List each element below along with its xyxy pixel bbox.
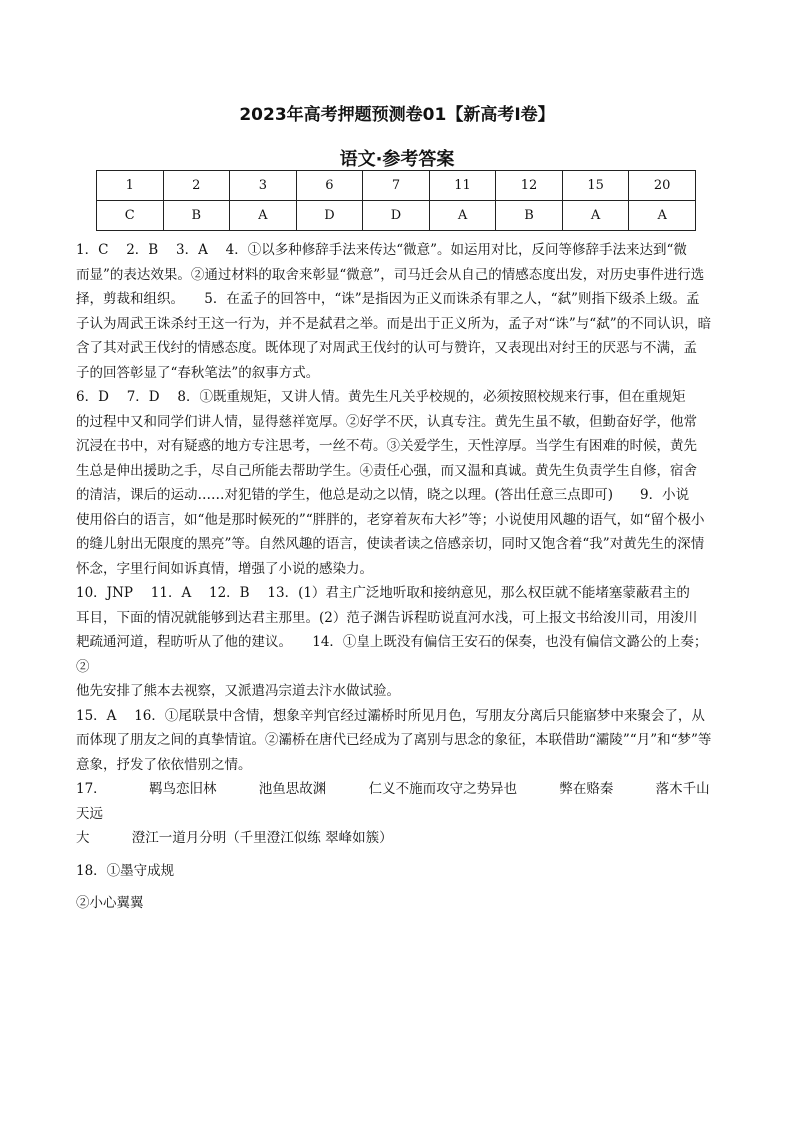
text-line: 含了其对武王伐纣的情感态度。既体现了对周武王伐纣的认可与赞许，又表现出对纣王的厌恶与不满，孟 (76, 340, 697, 356)
dictation-answer: 澄江一道月分明（千里澄江似练 翠峰如簇） (131, 830, 393, 846)
table-cell: D (296, 201, 363, 231)
text-line: 子的回答彰显了“春秋笔法”的叙事方式。 (76, 364, 320, 381)
text-line: 怀念，字里行间如诉真情，增强了小说的感染力。 (76, 560, 373, 577)
dictation-line (76, 826, 716, 851)
text-line: 他先安排了熊本去视察，又派遣冯宗道去汴水做试验。 (76, 683, 400, 699)
answer-table-number-row (97, 171, 696, 201)
table-cell: 15 (562, 171, 629, 201)
text-line: 的清洁，课后的运动……对犯错的学生，他总是动之以情，晓之以理。(答出任意三点即可) 9．小说 (76, 487, 690, 503)
table-cell: 12 (496, 171, 563, 201)
text-line: 耳目，下面的情况就能够到达君主那里。(2）范子渊告诉程昉说直河水浅，可上报文书给浚川司，用浚川 (76, 609, 698, 626)
page-subtitle: 语文·参考答案 (339, 149, 455, 170)
table-cell: A (629, 201, 696, 231)
text-line: 而显”的表达效果。②通过材料的取舍来彰显“微意”，司马迁会从自己的情感态度出发，对历史事件进行选 (76, 266, 705, 283)
table-cell: 20 (629, 171, 696, 201)
text-line: 择，剪裁和组织。 5．在孟子的回答中，“诛”是指因为正义而诛杀有罪之人，“弑”则指下级杀上级。孟 (76, 291, 700, 307)
table-cell: A (562, 201, 629, 231)
dictation-answer: 仁义不施而攻守之势异也 (368, 781, 518, 797)
text-line: 使用俗白的语言，如“他是那时候死的”“胖胖的，老穿着灰布大衫”等；小说使用风趣的语气，如“留个极小 (76, 511, 705, 528)
text-line: 的缝儿射出无限度的黑亮”等。自然风趣的语言，使读者读之倍感亲切，同时又饱含着“我”对黄先生的深情 (76, 536, 705, 552)
table-cell: D (363, 201, 430, 231)
dictation-answer: 池鱼思故渊 (258, 781, 327, 797)
text-line: 生总是伸出援助之手，尽自己所能去帮助学生。④责任心强，而又温和真诚。黄先生负责学生自修，宿舍 (76, 462, 697, 479)
table-cell: 1 (97, 171, 164, 201)
text-line: 的过程中又和同学们讲人情，显得慈祥宽厚。②好学不厌，认真专注。黄先生虽不敏，但勤奋好学，他常 (76, 413, 697, 430)
table-cell: C (97, 201, 164, 231)
text-line: 意象，抒发了依依惜别之情。 (76, 756, 252, 773)
dictation-line (76, 777, 716, 826)
answer-table-answer-row (97, 201, 696, 231)
text-line: 而体现了朋友之间的真挚情谊。②灞桥在唐代已经成为了离别与思念的象征，本联借助“灞陵”“月”和“梦”等 (76, 732, 712, 748)
text-line: 10．JNP 11．A 12．B 13．(1）君主广泛地听取和接纳意见，那么权臣就不能堵塞蒙蔽君主的 (76, 585, 690, 601)
table-cell: 7 (363, 171, 430, 201)
text-line: 1．C 2．B 3．A 4．①以多种修辞手法来传达“微意”。如运用对比，反问等修辞手法来达到“微 (76, 242, 687, 258)
text-line: 子认为周武王诛杀纣王这一行为，并不是弑君之举。而是出于正义所为，孟子对“诛”与“弑”的不同认识，暗 (76, 315, 712, 332)
table-cell: 6 (296, 171, 363, 201)
text-line: ②小心翼翼 (76, 895, 144, 911)
dictation-number: 17． (76, 781, 107, 797)
table-cell: A (429, 201, 496, 231)
text-line: 耙疏通河道，程昉听从了他的建议。 14．①皇上既没有偏信王安石的保奏，也没有偏信文潞公的上奏；② (76, 634, 708, 675)
dictation-answer: 落木千山天远 (76, 781, 710, 822)
dictation-answer: 羁鸟恋旧林 (148, 781, 217, 797)
table-cell: B (163, 201, 230, 231)
text-line: 15．A 16．①尾联景中含情，想象辛判官经过灞桥时所见月色，写朋友分离后只能寤梦中来聚会了，从 (76, 707, 705, 724)
text-line: 18．①墨守成规 (76, 862, 175, 879)
dictation-answer: 弊在赂秦 (559, 781, 614, 797)
answer-table (96, 170, 696, 231)
table-cell: 3 (230, 171, 297, 201)
text-line: 6．D 7．D 8．①既重规矩，又讲人情。黄先生凡关乎校规的，必须按照校规来行事，但在重规矩 (76, 389, 686, 405)
table-cell: 2 (163, 171, 230, 201)
answer-body (76, 238, 716, 916)
table-cell: B (496, 201, 563, 231)
table-cell: 11 (429, 171, 496, 201)
text-line: 沉浸在书中，对有疑惑的地方专注思考，一丝不苟。③关爱学生，天性淳厚。当学生有困难的时候，黄先 (76, 438, 697, 454)
page-title: 2023年高考押题预测卷01【新高考Ⅰ卷】 (239, 105, 555, 125)
dictation-answer: 大 (76, 830, 90, 846)
table-cell: A (230, 201, 297, 231)
